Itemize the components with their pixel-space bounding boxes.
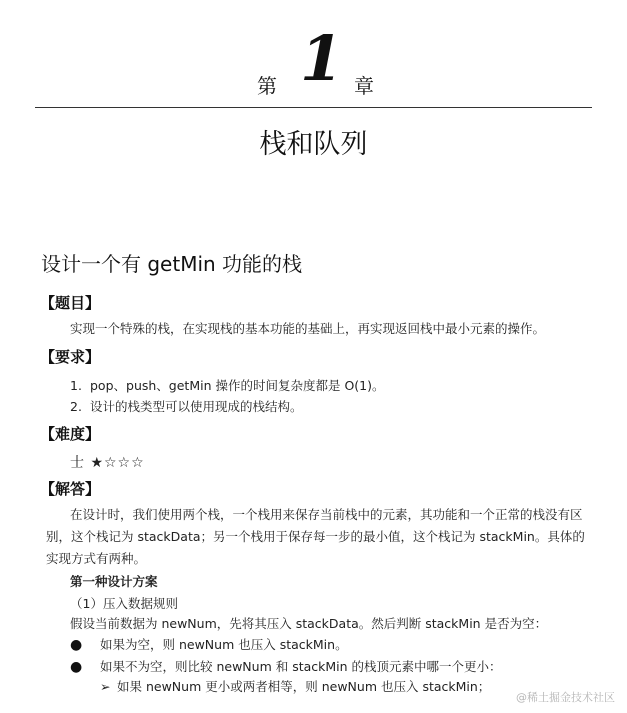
bullet-item (70, 656, 82, 678)
chapter-prefix: 第 (257, 74, 277, 98)
rule-title: （1）压入数据规则 (70, 596, 178, 611)
chapter-suffix: 章 (354, 74, 374, 98)
rule-text: 假设当前数据为 newNum，先将其压入 stackData。然后判断 stackMin 是否为空： (70, 616, 548, 631)
chapter-title: 栈和队列 (259, 129, 368, 160)
requirements-label: 【要求】 (40, 348, 101, 366)
difficulty-label: 【难度】 (40, 425, 101, 443)
chapter-divider (35, 107, 592, 108)
bullet-dot-icon: ● (70, 637, 83, 653)
bullet-text: 如果不为空，则比较 newNum 和 stackMin 的栈顶元素中哪一个更小： (100, 659, 502, 674)
sub-bullet-marker: ➢ (100, 679, 111, 694)
bullet-text: 如果为空，则 newNum 也压入 stackMin。 (100, 637, 348, 652)
requirement-number: 1. (70, 378, 82, 393)
scheme-title: 第一种设计方案 (70, 574, 158, 589)
requirement-item (70, 397, 303, 415)
requirement-text: 设计的栈类型可以使用现成的栈结构。 (90, 399, 303, 414)
watermark: @稀土掘金技术社区 (516, 691, 615, 704)
solution-paragraph: 在设计时，我们使用两个栈，一个栈用来保存当前栈中的元素，其功能和一个正常的栈没有区别，这个栈记为 stackData；另一个栈用于保存每一步的最小值，这个栈记为 stackMin。具体的实现方式有两种。 (46, 507, 585, 566)
problem-label: 【题目】 (40, 294, 101, 312)
chapter-number: 1 (300, 22, 344, 95)
requirement-number: 2. (70, 399, 82, 414)
solution-label: 【解答】 (40, 480, 101, 498)
problem-text: 实现一个特殊的栈，在实现栈的基本功能的基础上，再实现返回栈中最小元素的操作。 (70, 321, 546, 336)
bullet-item (70, 634, 82, 656)
bullet-dot-icon: ● (70, 659, 83, 675)
section-title: 设计一个有 getMin 功能的栈 (41, 252, 303, 276)
sub-bullet-text: 如果 newNum 更小或两者相等，则 newNum 也压入 stackMin； (117, 679, 491, 694)
difficulty-rating: 士 ★☆☆☆ (70, 455, 145, 471)
requirement-text: pop、push、getMin 操作的时间复杂度都是 O(1)。 (90, 378, 385, 393)
requirement-item (70, 376, 385, 394)
